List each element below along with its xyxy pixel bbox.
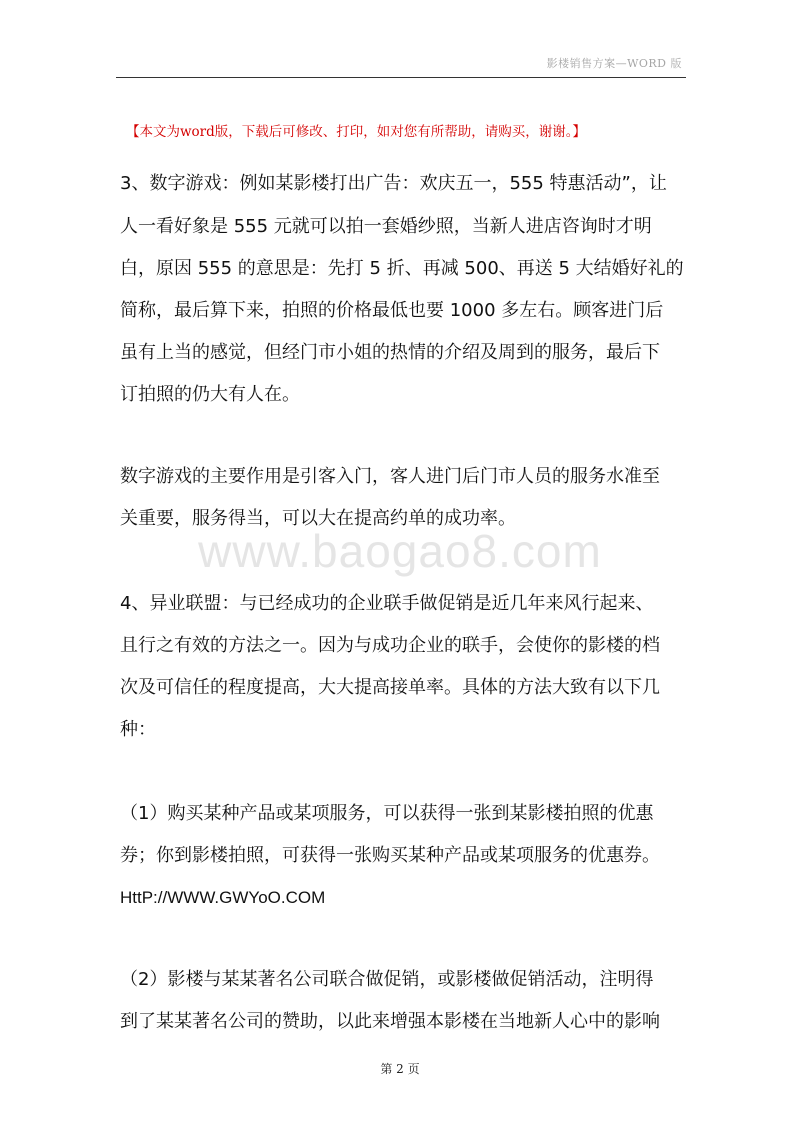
paragraph-line: 简称，最后算下来，拍照的价格最低也要 1000 多左右。顾客进门后 [120,300,664,321]
page-number: 第 2 页 [380,1062,420,1076]
paragraph-line: 次及可信任的程度提高，大大提高接单率。具体的方法大致有以下几 [120,677,660,698]
paragraph-line: 种： [120,719,156,740]
paragraph-line: 白，原因 555 的意思是：先打 5 折、再减 500、再送 5 大结婚好礼的 [120,258,684,279]
paragraph-line: 数字游戏的主要作用是引客入门，客人进门后门市人员的服务水准至 [120,466,660,487]
paragraph-line: 订拍照的仍大有人在。 [120,384,300,405]
paragraph-line: （1）购买某种产品或某项服务，可以获得一张到某影楼拍照的优惠 [120,803,654,824]
paragraph-line: 关重要，服务得当，可以大在提高约单的成功率。 [120,508,516,529]
website-url-text: HttP://WWW.GWYoO.COM [120,888,326,907]
paragraph-line: 到了某某著名公司的赞助，以此来增强本影楼在当地新人心中的影响 [120,1011,660,1032]
paragraph-line: （2）影楼与某某著名公司联合做促销，或影楼做促销活动，注明得 [120,969,654,990]
paragraph-line: 人一看好象是 555 元就可以拍一套婚纱照，当新人进店咨询时才明 [120,216,652,237]
paragraph-line: 虽有上当的感觉，但经门市小姐的热情的介绍及周到的服务，最后下 [120,342,660,363]
paragraph-line: 4、异业联盟：与已经成功的企业联手做促销是近几年来风行起来、 [120,593,654,614]
paragraph-line: 券；你到影楼拍照，可获得一张购买某种产品或某项服务的优惠券。 [120,845,660,866]
document-header-title: 影楼销售方案—WORD 版 [546,57,682,70]
purchase-notice: 【本文为word版，下载后可修改、打印，如对您有所帮助，请购买，谢谢。】 [126,124,587,140]
watermark: www.baogao8.com [198,525,602,577]
paragraph-line: 且行之有效的方法之一。因为与成功企业的联手，会使你的影楼的档 [120,635,660,656]
paragraph-line: 3、数字游戏：例如某影楼打出广告：欢庆五一，555 特惠活动”，让 [120,173,667,194]
header-divider [116,77,686,78]
